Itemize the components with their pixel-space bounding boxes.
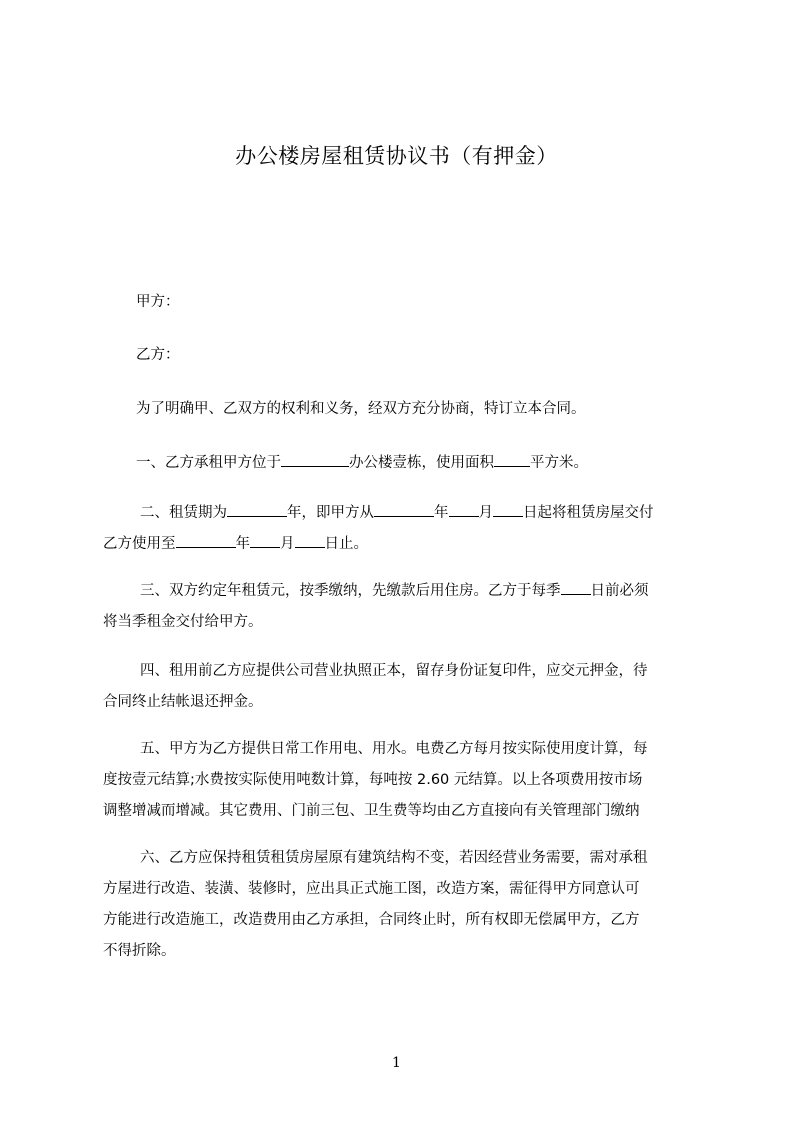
clause-5-line-2: 度按壹元结算;水费按实际使用吨数计算，每吨按 2.60 元结算。以上各项费用按市场 — [103, 772, 643, 788]
clause-3 — [103, 576, 703, 638]
clause-2-text-g: 年 — [235, 536, 250, 552]
clause-4 — [103, 656, 703, 718]
clause-2-text-h: 月 — [280, 536, 295, 552]
blank-payment-day[interactable] — [561, 580, 591, 595]
clause-2-text-d: 月 — [478, 505, 493, 521]
clause-5 — [103, 734, 703, 827]
clause-2-text-f: 乙方使用至 — [103, 536, 176, 552]
clause-6-line-1: 六、乙方应保持租赁租赁房屋原有建筑结构不变，若因经营业务需要，需对承租 — [140, 850, 648, 866]
intro-paragraph: 为了明确甲、乙双方的权利和义务，经双方充分协商，特订立本合同。 — [136, 401, 586, 417]
blank-end-year[interactable] — [176, 533, 236, 548]
clause-2-text-e: 日起将租赁房屋交付 — [523, 505, 654, 521]
blank-start-year[interactable] — [374, 502, 434, 517]
blank-start-day[interactable] — [493, 502, 523, 517]
blank-area[interactable] — [494, 452, 530, 467]
clause-4-line-2: 合同终止结帐退还押金。 — [103, 694, 263, 710]
clause-1-text-c: 平方米。 — [530, 455, 588, 471]
clause-1 — [136, 452, 588, 473]
clause-1-text-b: 办公楼壹栋，使用面积 — [349, 455, 494, 471]
page-number: 1 — [392, 1055, 401, 1071]
clause-3-text-b: 日前必须 — [590, 583, 649, 599]
clause-2-line-1 — [103, 498, 703, 529]
blank-lease-years[interactable] — [227, 502, 287, 517]
clause-6-line-2: 方屋进行改造、装潢、装修时，应出具正式施工图，改造方案，需征得甲方同意认可 — [103, 881, 640, 897]
blank-end-month[interactable] — [250, 533, 280, 548]
clause-5-line-1: 五、甲方为乙方提供日常工作用电、用水。电费乙方每月按实际使用度计算，每 — [140, 741, 648, 757]
clause-3-line-1 — [103, 576, 703, 607]
clause-2-text-i: 日止。 — [324, 536, 368, 552]
party-b-label: 乙方： — [136, 347, 180, 363]
clause-6 — [103, 843, 703, 967]
clause-3-line-2: 将当季租金交付给甲方。 — [103, 614, 263, 630]
clause-5-line-3: 调整增减而增减。其它费用、门前三包、卫生费等均由乙方直接向有关管理部门缴纳 — [103, 803, 640, 819]
clause-6-line-4: 不得折除。 — [103, 943, 176, 959]
clause-6-line-3: 方能进行改造施工，改造费用由乙方承担，合同终止时，所有权即无偿属甲方，乙方 — [103, 912, 640, 928]
party-a-label: 甲方： — [136, 294, 180, 310]
clause-4-line-1: 四、租用前乙方应提供公司营业执照正本，留存身份证复印件，应交元押金，待 — [140, 663, 648, 679]
clause-1-text-a: 一、乙方承租甲方位于 — [136, 455, 281, 471]
clause-2 — [103, 498, 703, 560]
blank-start-month[interactable] — [449, 502, 479, 517]
blank-location[interactable] — [281, 452, 349, 467]
clause-2-text-a: 二、租赁期为 — [140, 505, 227, 521]
clause-2-text-b: 年，即甲方从 — [287, 505, 374, 521]
clause-2-text-c: 年 — [434, 505, 449, 521]
document-title: 办公楼房屋租赁协议书（有押金） — [235, 144, 558, 168]
clause-3-text-a: 三、双方约定年租赁元，按季缴纳，先缴款后用住房。乙方于每季 — [140, 583, 561, 599]
blank-end-day[interactable] — [295, 533, 325, 548]
clause-2-line-2 — [103, 529, 703, 560]
